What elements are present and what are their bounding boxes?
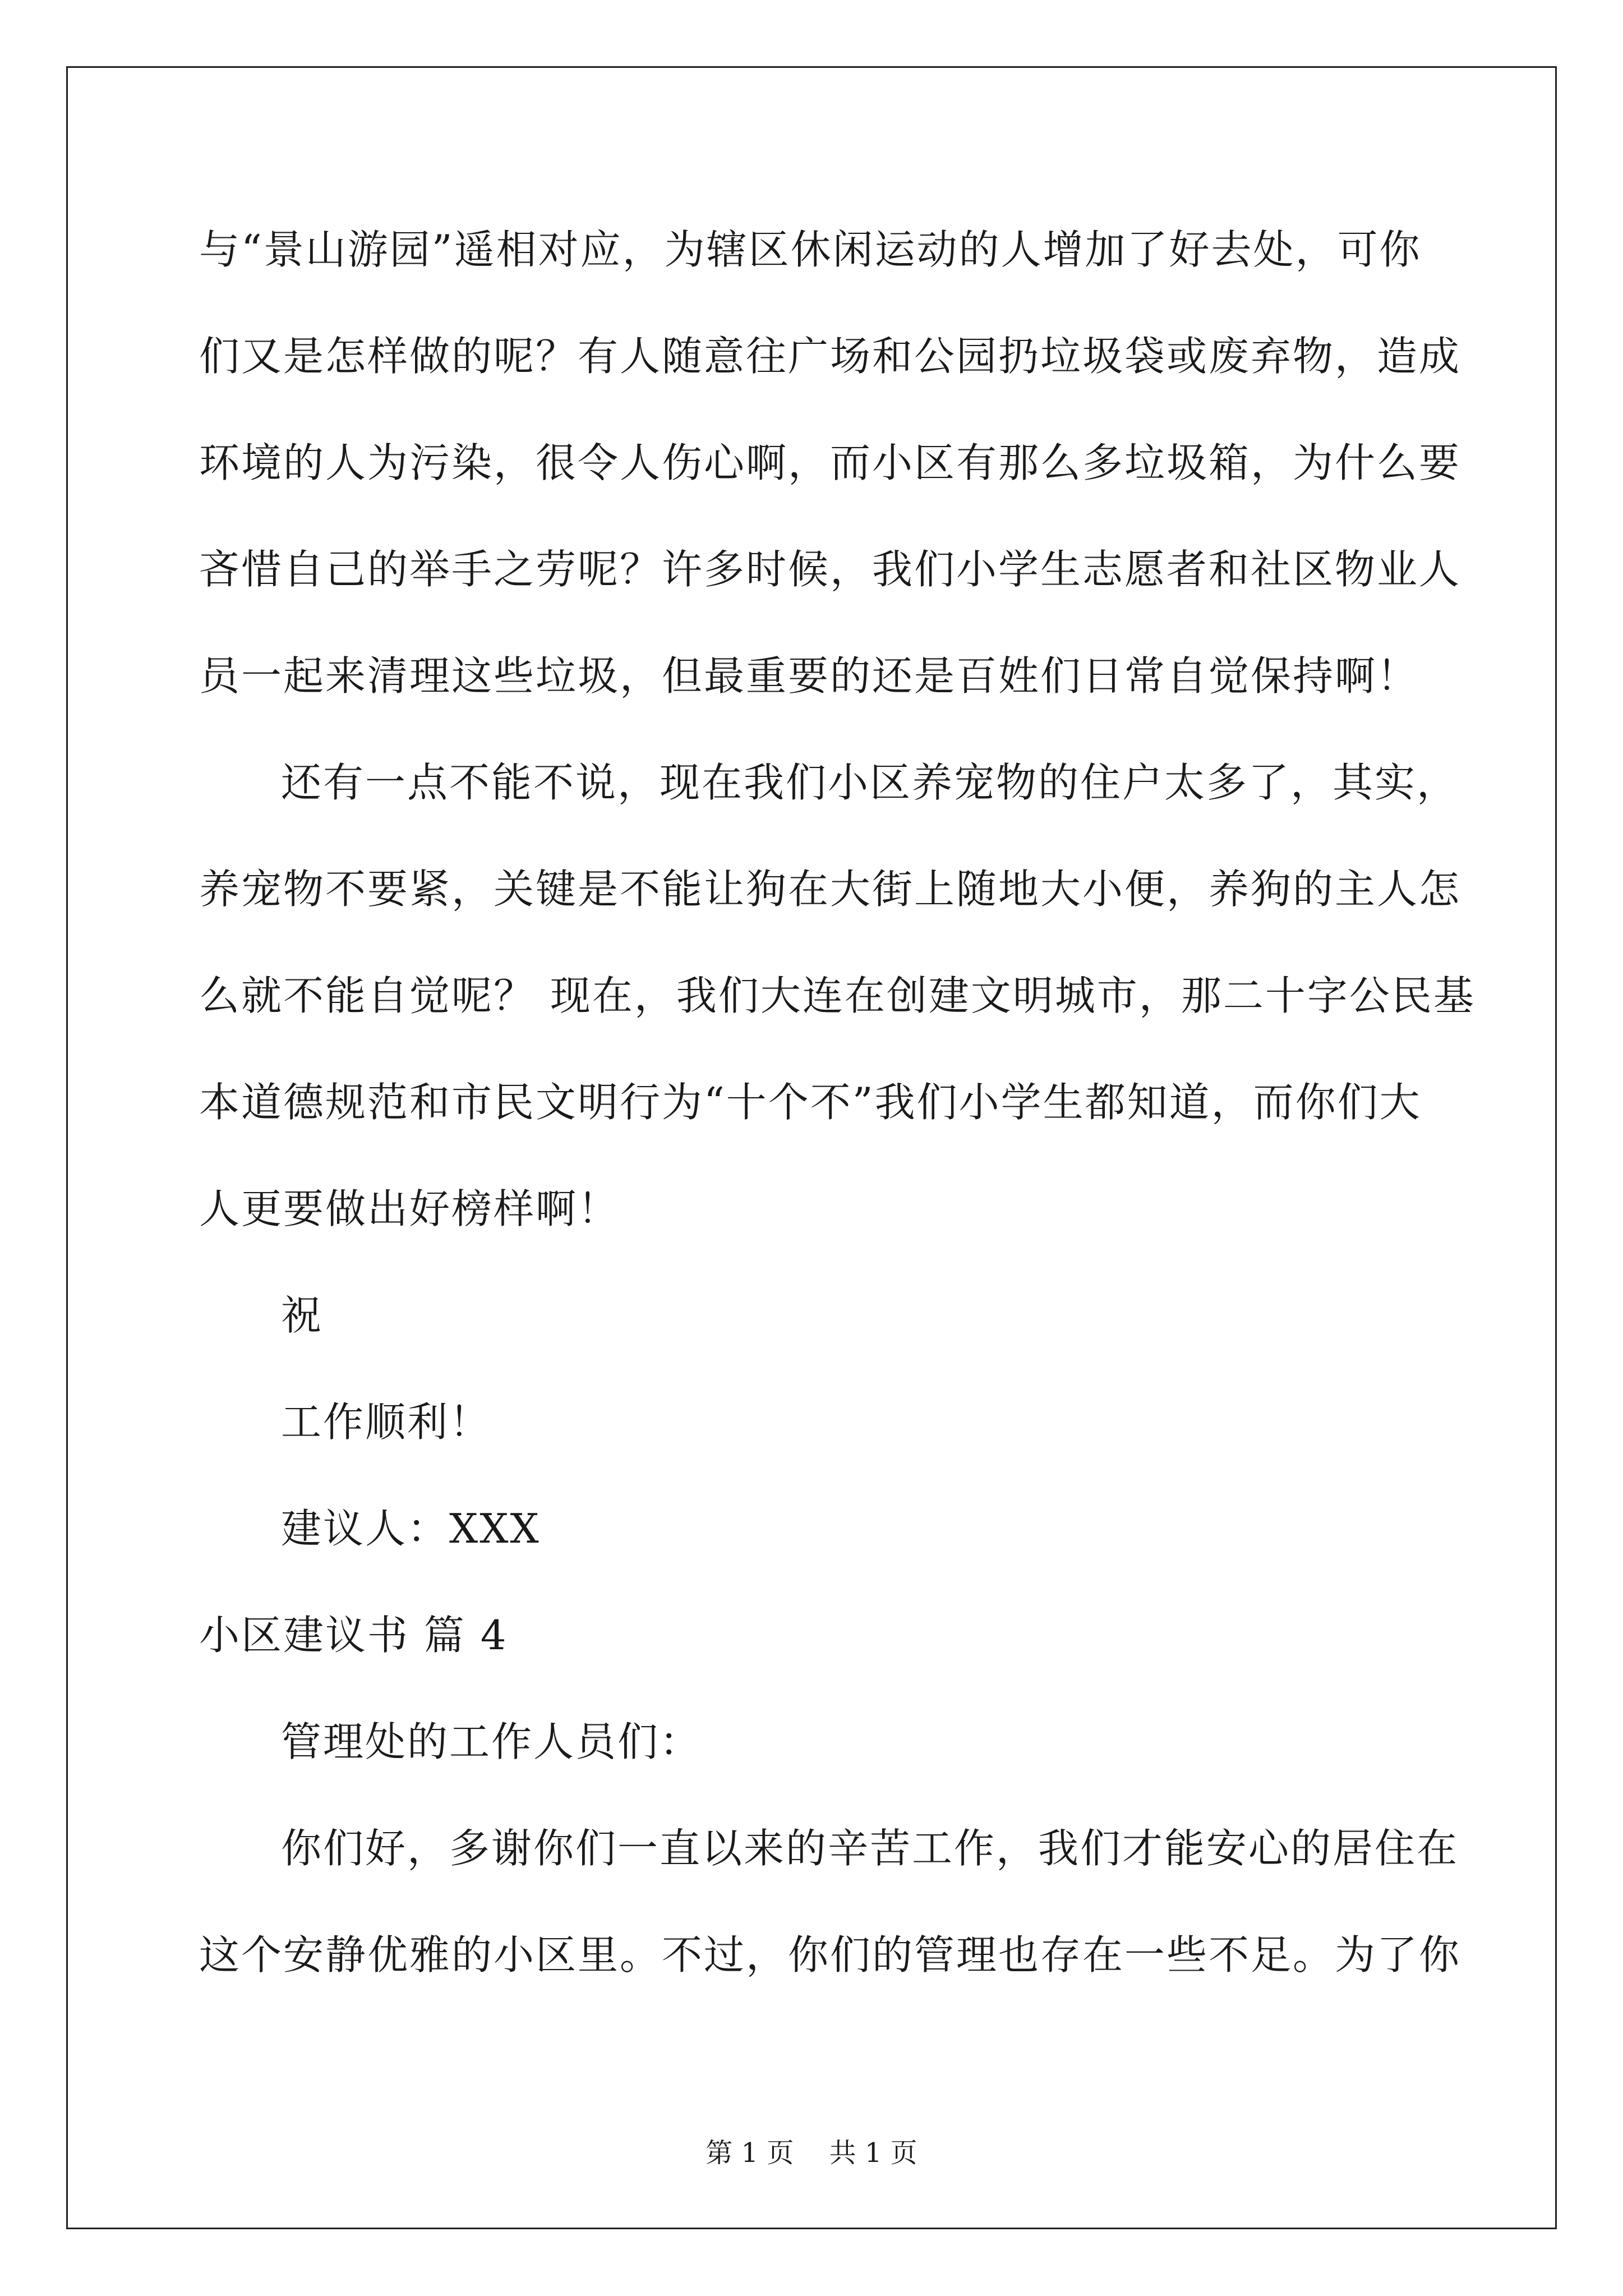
section-heading: 小区建议书 篇 4 [199,1612,508,1659]
paragraph-line: 员一起来清理这些垃圾，但最重要的还是百姓们日常自觉保持啊！ [199,652,1419,700]
paragraph-line: 么就不能自觉呢？ 现在，我们大连在创建文明城市，那二十字公民基 [199,972,1476,1019]
salutation-line: 工作顺利！ [281,1398,492,1446]
page-footer [0,2136,1623,2170]
paragraph-line: 吝惜自己的举手之劳呢？许多时候，我们小学生志愿者和社区物业人 [199,546,1461,593]
paragraph-line: 这个安静优雅的小区里。不过，你们的管理也存在一些不足。为了你 [199,1931,1461,1978]
page-total: 共 1 页 [829,2137,917,2169]
signature-line: 建议人：XXX [281,1505,541,1552]
paragraph-line: 养宠物不要紧，关键是不能让狗在大街上随地大小便，养狗的主人怎 [199,866,1461,913]
document-body [199,216,1476,2028]
paragraph-line: 你们好，多谢你们一直以来的辛苦工作，我们才能安心的居住在 [281,1825,1459,1872]
greeting-line: 管理处的工作人员们： [281,1718,702,1765]
salutation-line: 祝 [281,1292,324,1339]
paragraph-line: 人更要做出好榜样啊！ [199,1185,620,1232]
page-number: 第 1 页 [706,2137,794,2169]
paragraph-line: 环境的人为污染，很令人伤心啊，而小区有那么多垃圾箱，为什么要 [199,439,1461,486]
paragraph-line: 们又是怎样做的呢？有人随意往广场和公园扔垃圾袋或废弃物，造成 [199,333,1461,380]
paragraph-line: 还有一点不能不说，现在我们小区养宠物的住户太多了，其实， [281,759,1459,806]
paragraph-line: 与“景山游园”遥相对应，为辖区休闲运动的人增加了好去处，可你 [199,226,1422,273]
paragraph-line: 本道德规范和市民文明行为“十个不”我们小学生都知道，而你们大 [199,1079,1422,1126]
